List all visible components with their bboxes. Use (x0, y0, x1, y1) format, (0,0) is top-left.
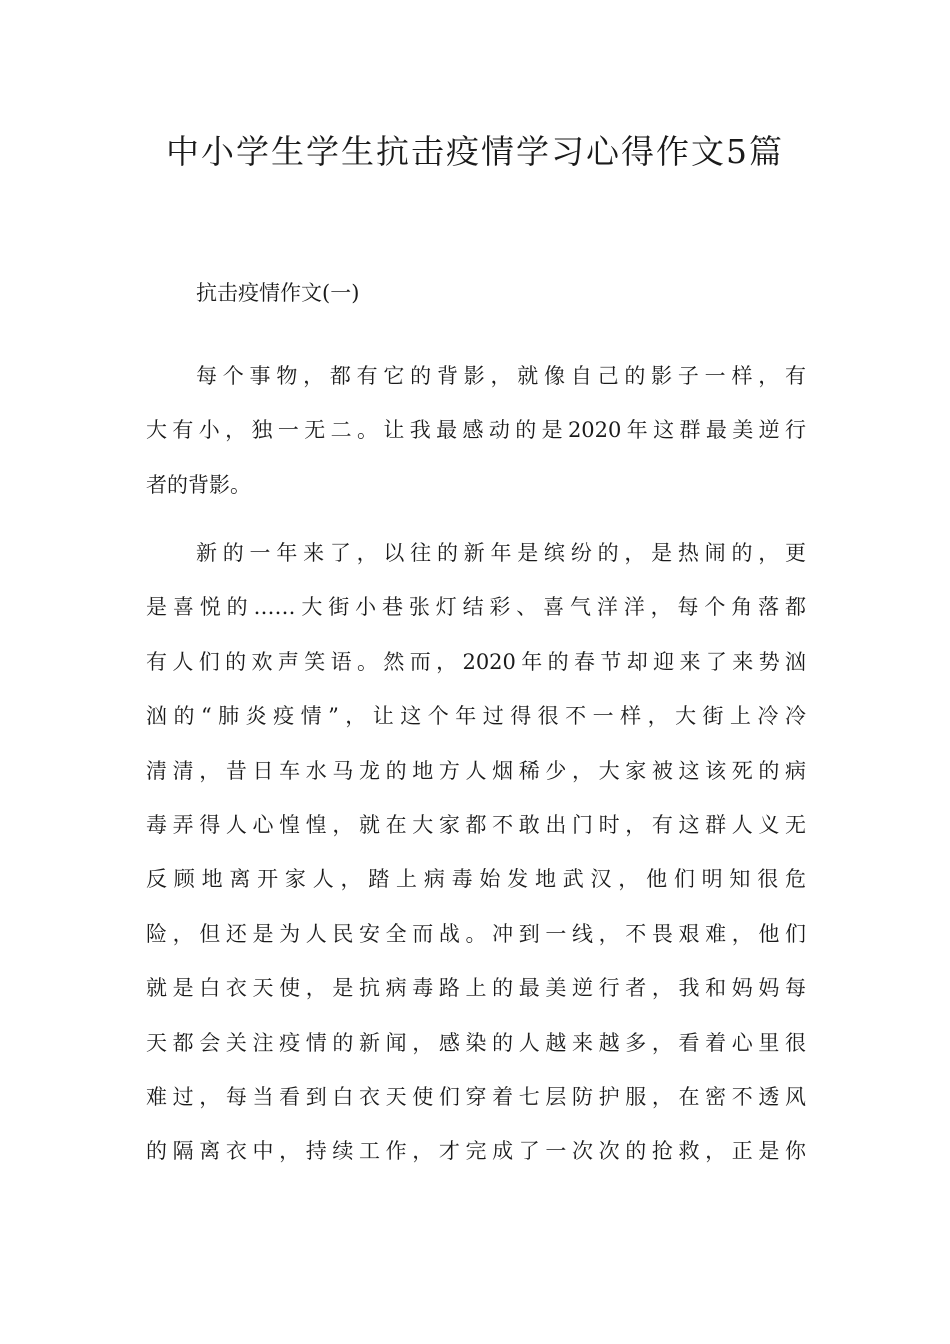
paragraph-line: 汹的“肺炎疫情”，让这个年过得很不一样，大街上冷冷 (146, 704, 806, 729)
paragraph-line: 是喜悦的……大街小巷张灯结彩、喜气洋洋，每个角落都 (146, 595, 806, 620)
paragraph-2 (146, 526, 806, 1179)
paragraph-line: 就是白衣天使，是抗病毒路上的最美逆行者，我和妈妈每 (146, 976, 806, 1001)
paragraph-line: 每个事物，都有它的背影，就像自己的影子一样，有 (196, 364, 806, 388)
paragraph-line: 反顾地离开家人，踏上病毒始发地武汉，他们明知很危 (146, 867, 806, 892)
paragraph-line: 者的背影。 (146, 472, 251, 497)
paragraph-1 (146, 349, 806, 512)
paragraph-line: 有人们的欢声笑语。然而，2020年的春节却迎来了来势汹 (146, 649, 806, 674)
document-title: 中小学生学生抗击疫情学习心得作文5篇 (166, 132, 784, 171)
paragraph-line: 天都会关注疫情的新闻，感染的人越来越多，看着心里很 (146, 1030, 806, 1055)
paragraph-line: 难过，每当看到白衣天使们穿着七层防护服，在密不透风 (146, 1084, 806, 1109)
paragraph-line: 清清，昔日车水马龙的地方人烟稀少，大家被这该死的病 (146, 758, 806, 783)
paragraph-line: 险，但还是为人民安全而战。冲到一线，不畏艰难，他们 (146, 921, 806, 946)
paragraph-line: 的隔离衣中，持续工作，才完成了一次次的抢救，正是你 (146, 1139, 806, 1164)
paragraph-line: 大有小，独一无二。让我最感动的是2020年这群最美逆行 (146, 418, 806, 443)
section-heading: 抗击疫情作文(一) (196, 281, 360, 305)
paragraph-line: 毒弄得人心惶惶，就在大家都不敢出门时，有这群人义无 (146, 812, 806, 837)
paragraph-line: 新的一年来了，以往的新年是缤纷的，是热闹的，更 (196, 541, 806, 565)
